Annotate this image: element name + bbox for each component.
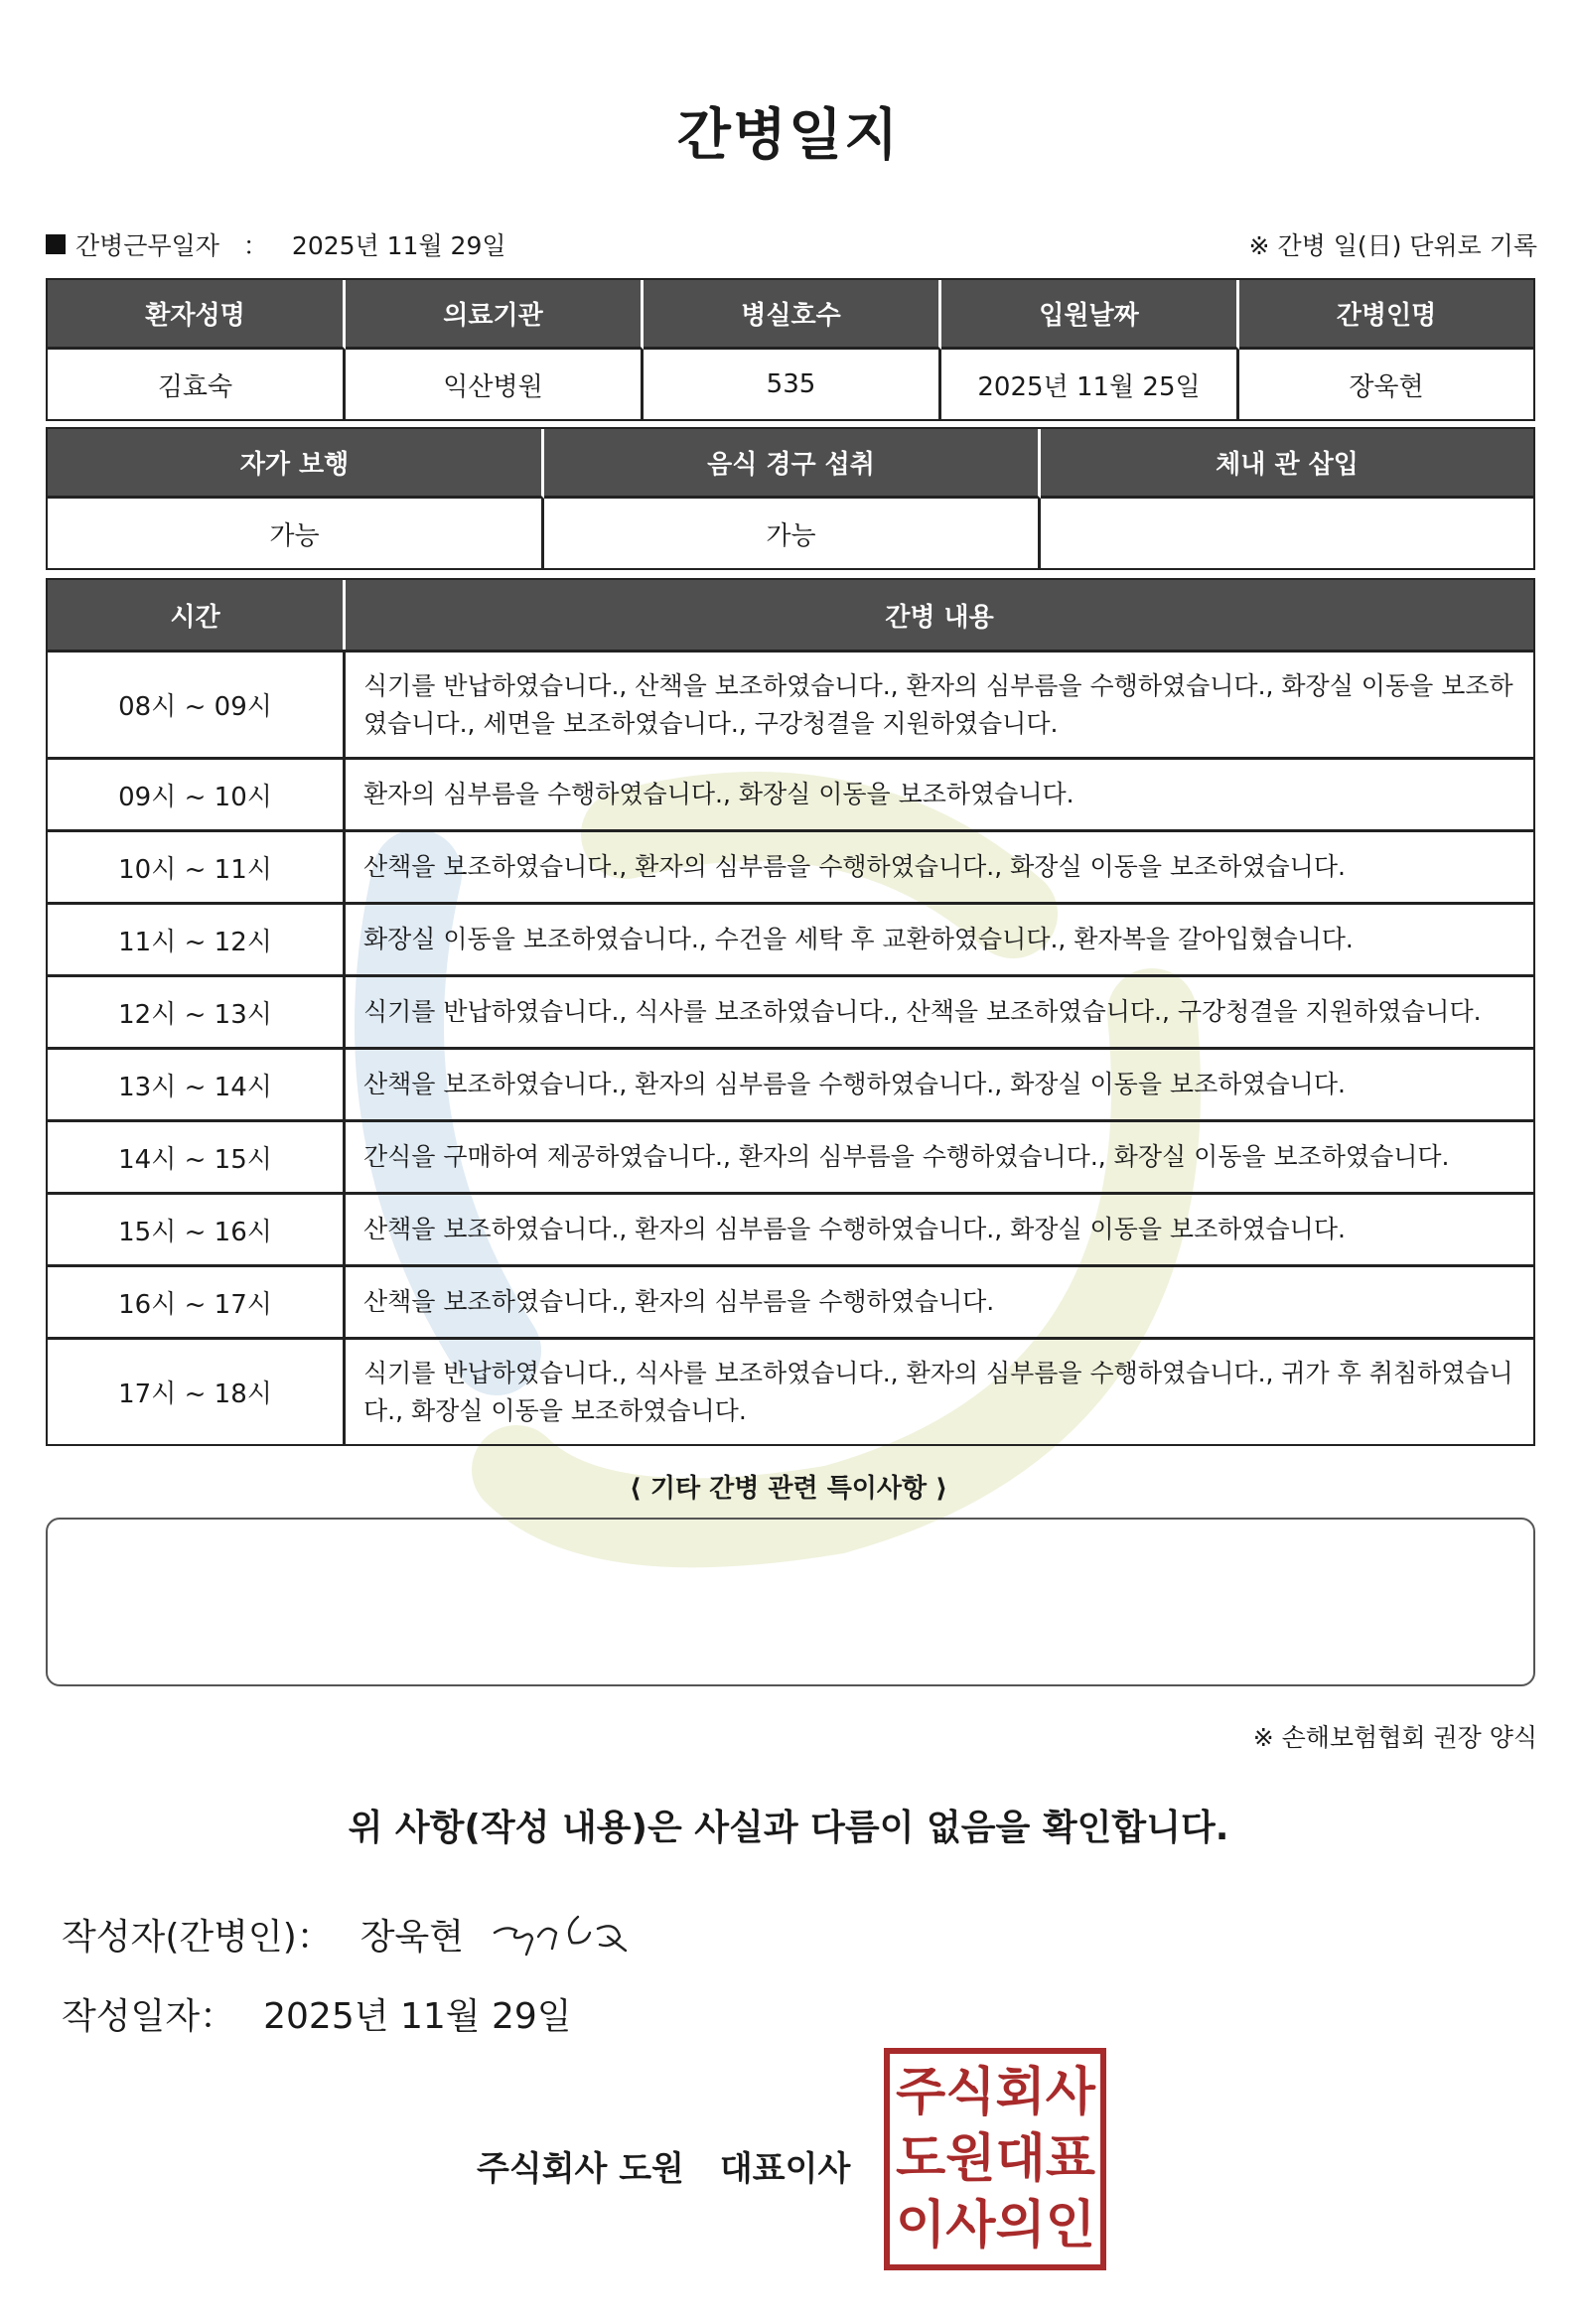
table-row: [48, 1340, 1533, 1444]
oral-intake-value: 가능: [544, 499, 1041, 568]
company-line: [477, 2141, 850, 2190]
header-time: 시간: [48, 580, 346, 650]
header-self-walking: 자가 보행: [48, 429, 544, 499]
seal-char: 이: [896, 2195, 946, 2255]
table-row: [48, 1267, 1533, 1340]
seal-char: 대: [995, 2128, 1046, 2189]
time-cell: 17시 ~ 18시: [48, 1340, 346, 1444]
header-patient-name: 환자성명: [48, 280, 346, 350]
header-caregiver: 간병인명: [1239, 280, 1533, 350]
time-cell: 09시 ~ 10시: [48, 760, 346, 829]
remarks-title: ⟨ 기타 간병 관련 특이사항 ⟩: [629, 1474, 948, 1504]
table-row: [48, 653, 1533, 760]
content-cell: 산책을 보조하였습니다., 환자의 심부름을 수행하였습니다., 화장실 이동을 보조하였습니다.: [363, 852, 1346, 881]
time-cell: 14시 ~ 15시: [48, 1122, 346, 1192]
care-log-table: [46, 578, 1535, 1446]
self-walking-value: 가능: [48, 499, 544, 568]
header-oral-intake: 음식 경구 섭취: [544, 429, 1041, 499]
content-cell: 산책을 보조하였습니다., 환자의 심부름을 수행하였습니다., 화장실 이동을 보조하였습니다.: [363, 1070, 1346, 1098]
writer-label: 작성자(간병인)：: [62, 1917, 333, 1958]
ceo-title: 대표이사: [719, 2149, 851, 2189]
seal-char: 도: [896, 2128, 946, 2189]
content-cell: 식기를 반납하였습니다., 식사를 보조하였습니다., 산책을 보조하였습니다., 구강청결을 지원하였습니다.: [363, 997, 1482, 1026]
written-date-label: 작성일자：: [62, 1996, 236, 2037]
tube-insertion-value: [1041, 499, 1533, 568]
seal-char: 주: [896, 2063, 946, 2123]
time-cell: 13시 ~ 14시: [48, 1050, 346, 1119]
table-row: [48, 1195, 1533, 1267]
header-room: 병실호수: [644, 280, 941, 350]
header-tube-insertion: 체내 관 삽입: [1041, 429, 1533, 499]
header-care-content: 간병 내용: [346, 580, 1533, 650]
content-cell: 환자의 심부름을 수행하였습니다., 화장실 이동을 보조하였습니다.: [363, 780, 1075, 808]
patient-info-table: [46, 278, 1535, 421]
table-row: [48, 1122, 1533, 1195]
record-note: ※ 간병 일(日) 단위로 기록: [1248, 231, 1537, 260]
signature: [487, 1893, 655, 1972]
company-seal-stamp: [884, 2048, 1106, 2270]
seal-char: 사: [1045, 2063, 1095, 2123]
patient-name: 김효숙: [48, 350, 346, 419]
time-cell: 16시 ~ 17시: [48, 1267, 346, 1337]
table-row: [48, 977, 1533, 1050]
time-cell: 08시 ~ 09시: [48, 653, 346, 757]
admission-date: 2025년 11월 25일: [941, 350, 1239, 419]
content-cell: 산책을 보조하였습니다., 환자의 심부름을 수행하였습니다., 화장실 이동을 보조하였습니다.: [363, 1215, 1346, 1243]
seal-char: 회: [995, 2063, 1046, 2123]
writer-name: 장욱현: [359, 1917, 465, 1958]
work-date-value: 2025년 11월 29일: [291, 231, 506, 260]
seal-char: 표: [1045, 2128, 1095, 2189]
remarks-box: [46, 1518, 1535, 1686]
colon: ：: [242, 231, 268, 260]
content-cell: 산책을 보조하였습니다., 환자의 심부름을 수행하였습니다.: [363, 1287, 995, 1316]
seal-char: 의: [995, 2195, 1046, 2255]
caregiver-name: 장욱현: [1349, 371, 1424, 402]
written-date-line: [62, 1988, 572, 2039]
content-cell: 식기를 반납하였습니다., 산책을 보조하였습니다., 환자의 심부름을 수행하였습니다., 화장실 이동을 보조하였습니다., 세면을 보조하였습니다., 구강청결을 지원하였습니다.: [363, 670, 1513, 738]
content-cell: 간식을 구매하여 제공하였습니다., 환자의 심부름을 수행하였습니다., 화장실 이동을 보조하였습니다.: [363, 1142, 1450, 1171]
work-date-label: 간병근무일자: [75, 231, 219, 260]
room-number: 535: [644, 350, 941, 419]
time-cell: 10시 ~ 11시: [48, 832, 346, 902]
table-row: [48, 832, 1533, 905]
page-title: 간병일지: [676, 103, 901, 168]
company-name: 주식회사 도원: [477, 2149, 684, 2189]
content-cell: 식기를 반납하였습니다., 식사를 보조하였습니다., 환자의 심부름을 수행하였습니다., 귀가 후 취침하였습니다., 화장실 이동을 보조하였습니다.: [363, 1358, 1513, 1425]
content-cell: 화장실 이동을 보조하였습니다., 수건을 세탁 후 교환하였습니다., 환자복을 갈아입혔습니다.: [363, 925, 1354, 953]
seal-char: 원: [945, 2128, 996, 2189]
work-date: [46, 226, 506, 262]
header-hospital: 의료기관: [346, 280, 644, 350]
time-cell: 15시 ~ 16시: [48, 1195, 346, 1264]
table-row: [48, 1050, 1533, 1122]
hospital: 익산병원: [346, 350, 644, 419]
seal-char: 식: [945, 2063, 996, 2123]
seal-char: 인: [1045, 2195, 1095, 2255]
header-admission-date: 입원날짜: [941, 280, 1239, 350]
time-cell: 12시 ~ 13시: [48, 977, 346, 1047]
writer-line: [62, 1909, 464, 1960]
written-date-value: 2025년 11월 29일: [263, 1996, 572, 2037]
log-header-row: [48, 580, 1533, 653]
table-row: [48, 905, 1533, 977]
confirmation-statement: 위 사항(작성 내용)은 사실과 다름이 없음을 확인합니다.: [348, 1808, 1229, 1848]
recommended-form-note: ※ 손해보험협회 권장 양식: [1252, 1723, 1537, 1752]
seal-char: 사: [945, 2195, 996, 2255]
table-row: [48, 760, 1533, 832]
patient-status-table: [46, 427, 1535, 570]
time-cell: 11시 ~ 12시: [48, 905, 346, 974]
square-bullet-icon: [46, 234, 66, 254]
